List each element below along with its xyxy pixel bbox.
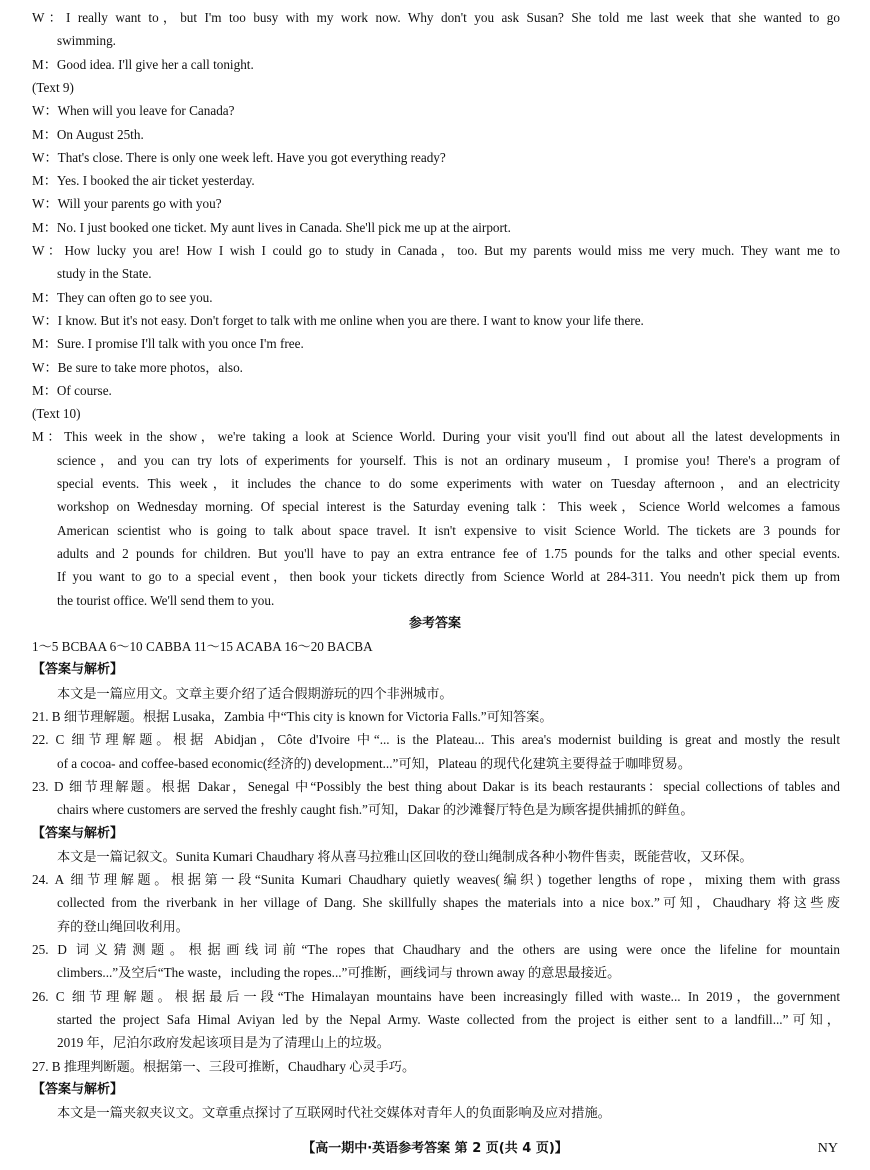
explanation-line: 25. D 词义猜测题。根据画线词前“The ropes that Chaudhary and the others are using were once the lifeline for mountain [32,942,840,957]
dialogue-line: M：Sure. I promise I'll talk with you once I'm free. [32,336,304,352]
monologue-line: American scientist who is going to talk about space travel. It isn't expensive to visit Science World. The tickets are 3 pounds for [57,522,840,538]
explanation-line: 26. C 细节理解题。根据最后一段“The Himalayan mountains have been increasingly filled with waste... In 2019，the government [32,988,840,1004]
monologue-line: the tourist office. We'll send them to you. [57,592,275,608]
explanation-line: 21. B 细节理解题。根据 Lusaka，Zambia 中“This city is known for Victoria Falls.”可知答案。 [32,709,553,724]
dialogue-line: M：On August 25th. [32,126,144,142]
explanation-line: 27. B 推理判断题。根据第一、三段可推断，Chaudhary 心灵手巧。 [32,1058,416,1074]
dialogue-line: W：I know. But it's not easy. Don't forget to talk with me online when you are there. I want to know your life there. [32,312,644,328]
passage-intro: 本文是一篇记叙文。Sunita Kumari Chaudhary 将从喜马拉雅山区回收的登山绳制成各种小物件售卖，既能营收，又环保。 [57,848,753,864]
dialogue-line: W：How lucky you are! How I wish I could go to study in Canada，too. But my parents would miss me very much. They want me to [32,243,840,258]
explanation-line: 弃的登山绳回收利用。 [57,918,189,934]
section-heading: 【答案与解析】 [32,1081,124,1097]
explanation-line: chairs where customers are served the freshly caught fish.”可知，Dakar 的沙滩餐厅特色是为顾客提供捕抓的鲜鱼。 [57,802,694,818]
dialogue-line: M：They can often go to see you. [32,289,213,305]
dialogue-line: W：Will your parents go with you? [32,196,222,212]
text-label: (Text 9) [32,79,74,95]
dialogue-line: M：No. I just booked one ticket. My aunt lives in Canada. She'll pick me up at the airport. [32,219,511,235]
dialogue-line: W：When will you leave for Canada? [32,103,235,119]
dialogue-line: M：Of course. [32,382,112,398]
dialogue-line: W：I really want to，but I'm too busy with my work now. Why don't you ask Susan? She told me last week that she wanted to go [32,10,840,25]
answer-key: 1～5 BCBAA 6～10 CABBA 11～15 ACABA 16～20 BACBA [32,639,373,655]
section-heading: 【答案与解析】 [32,662,124,678]
monologue-line: workshop on Wednesday morning. Of special interest is the Saturday evening talk：This week，Science World welcomes a famous [57,499,840,515]
explanation-line: 23. D 细节理解题。根据 Dakar，Senegal 中“Possibly the best thing about Dakar is its beach restaurants：special collections of tables and [32,778,840,794]
page-footer [0,1138,870,1160]
footer-code: NY [817,1141,838,1156]
dialogue-line: W：Be sure to take more photos，also. [32,359,243,375]
dialogue-line: swimming. [57,33,116,49]
passage-intro: 本文是一篇夹叙夹议文。文章重点探讨了互联网时代社交媒体对青年人的负面影响及应对措施。 [57,1105,611,1121]
explanation-line: climbers...”及空后“The waste，including the ropes...”可推断，画线词与 thrown away 的意思最接近。 [57,965,621,981]
explanation-line: started the project Safa Himal Aviyan led by the Nepal Army. Waste collected from the project is either sent to a landfill...”可知， [57,1011,840,1027]
footer-title: 【高一期中·英语参考答案 第 2 页(共 4 页)】 [302,1141,568,1156]
dialogue-line: study in the State. [57,266,152,282]
explanation-line: 22. C 细节理解题。根据 Abidjan，Côte d'Ivoire 中“... is the Plateau... This area's modernist building is great and mostly the result [32,732,840,748]
monologue-line: M：This week in the show，we're taking a look at Science World. During your visit you'll find out about all the latest developments in [32,429,840,445]
monologue-line: special events. This week，it includes the chance to do some experiments with water on Tuesday afternoon，and an electricity [57,476,840,491]
monologue-line: If you want to go to a special event，then book your tickets directly from Science World at 284-311. You needn't pick them up from [57,569,840,585]
explanation-line: collected from the riverbank in her village of Dang. She skillfully shapes the materials into a nice box.”可知，Chaudhary 将这些废 [57,895,840,911]
section-heading: 【答案与解析】 [32,825,124,841]
dialogue-line: W：That's close. There is only one week left. Have you got everything ready? [32,149,446,165]
dialogue-line: M：Yes. I booked the air ticket yesterday. [32,173,255,189]
passage-intro: 本文是一篇应用文。文章主要介绍了适合假期游玩的四个非洲城市。 [57,685,453,701]
monologue-line: science，and you can try lots of experiments for yourself. This is not an ordinary museum，I promise you! There's a program of [57,452,840,468]
text-label: (Text 10) [32,406,81,422]
dialogue-line: M：Good idea. I'll give her a call tonight. [32,56,254,72]
explanation-line: of a cocoa- and coffee-based economic(经济的) development...”可知，Plateau 的现代化建筑主要得益于咖啡贸易。 [57,755,692,771]
answers-title: 参考答案 [408,615,461,631]
explanation-line: 2019 年，尼泊尔政府发起该项目是为了清理山上的垃圾。 [57,1035,390,1051]
monologue-line: adults and 2 pounds for children. But you'll have to pay an extra entrance fee of 1.75 pounds for the talks and other special events. [57,545,840,561]
explanation-line: 24. A 细节理解题。根据第一段“Sunita Kumari Chaudhary quietly weaves(编织) together lengths of rope，mixing them with grass [32,872,840,888]
